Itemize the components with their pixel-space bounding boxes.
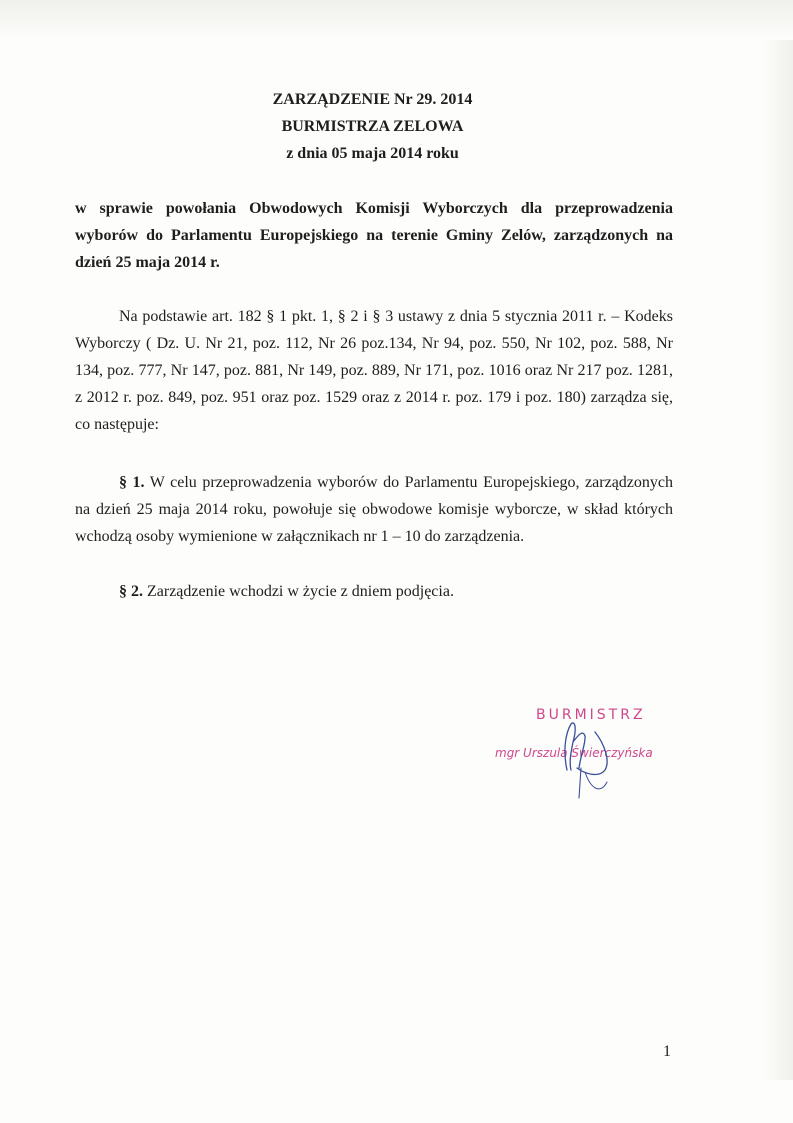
handwritten-signature (555, 712, 625, 802)
section-2 (75, 578, 673, 605)
section-2-mark: § 2. (119, 583, 143, 600)
legal-basis-paragraph: Na podstawie art. 182 § 1 pkt. 1, § 2 i § 3 ustawy z dnia 5 stycznia 2011 r. – Kodeks Wyborczy ( Dz. U. Nr 21, poz. 112, Nr 26 poz.134, Nr 94, poz. 550, Nr 102, poz. 588, Nr 134, poz. 777, Nr 147, poz. 881, Nr 149, poz. 889, Nr 171, poz. 1016 oraz Nr 217 poz. 1281, z 2012 r. poz. 849, poz. 951 oraz poz. 1529 oraz z 2014 r. poz. 179 i poz. 180) zarządza się, co następuje: (75, 308, 673, 433)
page-number: 1 (663, 1043, 671, 1060)
issuing-authority: BURMISTRZA ZELOWA (281, 118, 464, 135)
document-header (0, 86, 745, 167)
ordinance-subject: w sprawie powołania Obwodowych Komisji Wyborczych dla przeprowadzenia wyborów do Parlamentu Europejskiego na terenie Gminy Zelów, zarządzonych na dzień 25 maja 2014 r. (75, 200, 673, 271)
scan-shadow-top (0, 0, 793, 40)
issue-date: z dnia 05 maja 2014 roku (286, 145, 459, 162)
section-1-mark: § 1. (119, 474, 145, 491)
section-1-text: W celu przeprowadzenia wyborów do Parlamentu Europejskiego, zarządzonych na dzień 25 maja 2014 roku, powołuje się obwodowe komisje wyborcze, w skład których wchodzą osoby wymienione w załącznikach nr 1 – 10 do zarządzenia. (75, 474, 673, 545)
stamp-name: mgr Urszula Świerczyńska (495, 746, 653, 760)
section-2-text: Zarządzenie wchodzi w życie z dniem podjęcia. (143, 583, 454, 600)
stamp-title: BURMISTRZ (536, 707, 646, 723)
scan-shadow-right (763, 40, 793, 1080)
ordinance-number: ZARZĄDZENIE Nr 29. 2014 (272, 91, 473, 108)
section-1 (75, 469, 673, 550)
